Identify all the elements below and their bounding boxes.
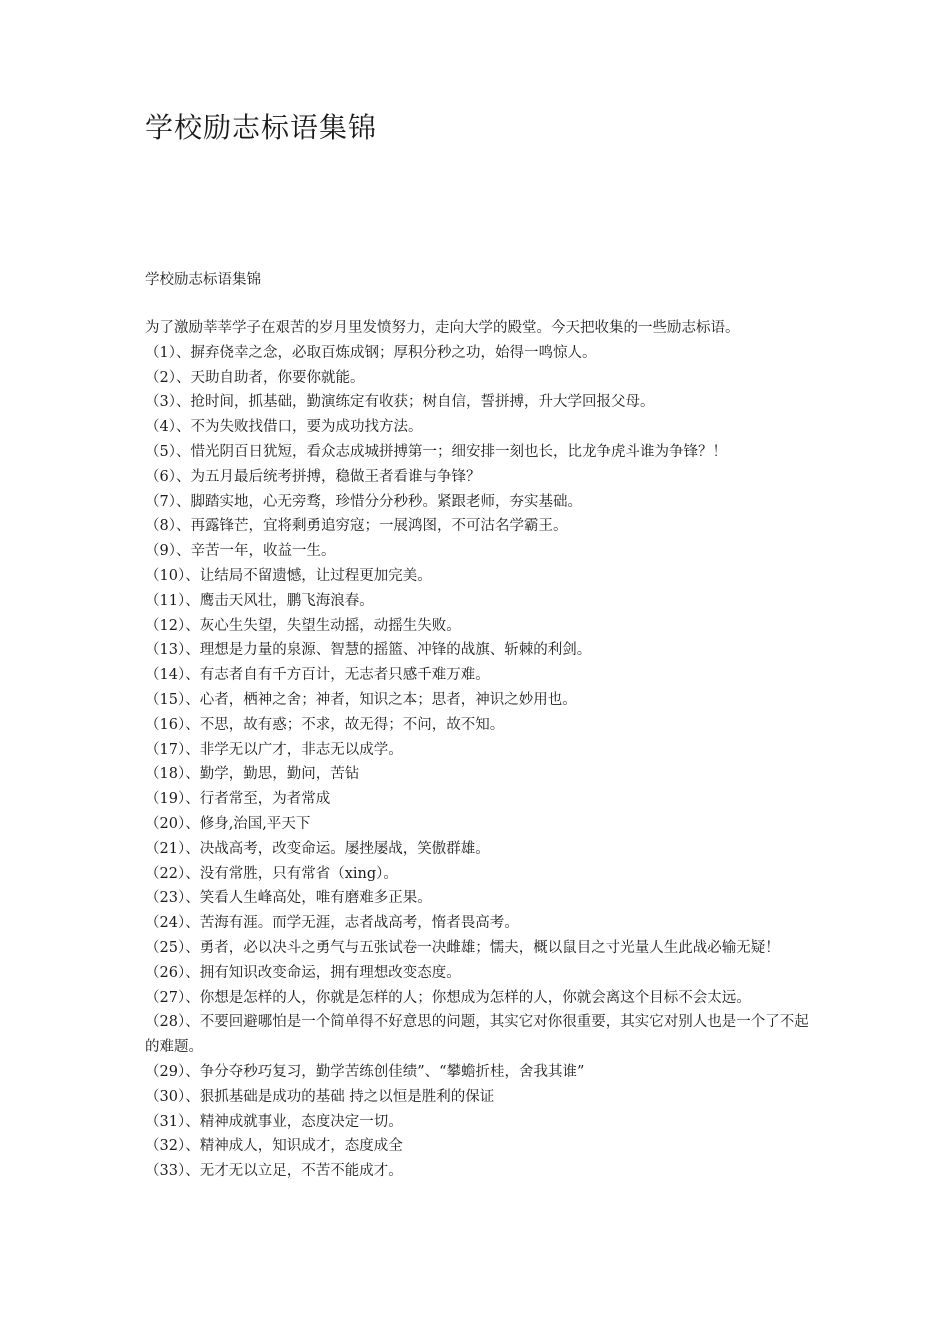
slogan-item: （10）、让结局不留遗憾，让过程更加完美。: [145, 567, 432, 584]
slogan-list: [145, 316, 810, 1184]
slogan-item: （4）、不为失败找借口，要为成功找方法。: [145, 419, 423, 436]
slogan-item: （26）、拥有知识改变命运，拥有理想改变态度。: [145, 964, 461, 981]
slogan-item: （24）、苦海有涯。而学无涯，志者战高考，惰者畏高考。: [145, 915, 519, 932]
slogan-item: （2）、天助自助者，你要你就能。: [145, 369, 365, 386]
slogan-item: （9）、辛苦一年，收益一生。: [145, 543, 336, 560]
slogan-item: （33）、无才无以立足，不苦不能成才。: [145, 1163, 403, 1180]
slogan-item: （23）、笑看人生峰高处，唯有磨难多正果。: [145, 890, 432, 907]
slogan-item: （16）、不思，故有惑；不求，故无得；不问，故不知。: [145, 716, 505, 733]
slogan-item: （13）、理想是力量的泉源、智慧的摇篮、冲锋的战旗、斩棘的利剑。: [145, 642, 592, 659]
slogan-item: （18）、勤学，勤思，勤问，苦钻: [145, 766, 360, 783]
slogan-item: （29）、争分夺秒巧复习，勤学苦练创佳绩”、“攀蟾折桂，舍我其谁”: [145, 1063, 585, 1080]
slogan-item: （7）、脚踏实地，心无旁骛，珍惜分分秒秒。紧跟老师，夯实基础。: [145, 493, 582, 510]
slogan-item: （17）、非学无以广才，非志无以成学。: [145, 741, 403, 758]
slogan-item: （21）、决战高考，改变命运。屡挫屡战，笑傲群雄。: [145, 840, 490, 857]
slogan-item: （32）、精神成人，知识成才，态度成全: [145, 1138, 403, 1155]
slogan-item: （1）、摒弃侥幸之念，必取百炼成钢；厚积分秒之功，始得一鸣惊人。: [145, 344, 597, 361]
slogan-item: （22）、没有常胜，只有常省（xing）。: [145, 865, 398, 882]
slogan-item: （11）、鹰击天风壮，鹏飞海浪春。: [145, 592, 374, 609]
slogan-item: （27）、你想是怎样的人，你就是怎样的人；你想成为怎样的人，你就会离这个目标不会太远。: [145, 989, 751, 1006]
slogan-item: （20）、修身,治国,平天下: [145, 815, 311, 832]
slogan-item: （19）、行者常至，为者常成: [145, 791, 331, 808]
document-title: 学校励志标语集锦: [145, 111, 378, 144]
slogan-item: （30）、狠抓基础是成功的基础 持之以恒是胜利的保证: [145, 1088, 495, 1105]
intro-paragraph: 为了激励莘莘学子在艰苦的岁月里发愤努力，走向大学的殿堂。今天把收集的一些励志标语。: [145, 320, 740, 336]
slogan-item: （15）、心者，栖神之舍；神者，知识之本；思者，神识之妙用也。: [145, 691, 577, 708]
slogan-item: （3）、抢时间，抓基础，勤演练定有收获；树自信，誓拼搏，升大学回报父母。: [145, 394, 655, 411]
slogan-item: （31）、精神成就事业，态度决定一切。: [145, 1113, 403, 1130]
slogan-item: （14）、有志者自有千方百计，无志者只感千难万难。: [145, 667, 490, 684]
slogan-item: （8）、再露锋芒，宜将剩勇追穷寇；一展鸿图，不可沽名学霸王。: [145, 518, 568, 535]
slogan-item: （25）、勇者，必以决斗之勇气与五张试卷一决雌雄；懦夫，概以鼠目之寸光量人生此战必输无疑！: [145, 939, 780, 956]
section-title: 学校励志标语集锦: [145, 272, 261, 288]
slogan-item: （12）、灰心生失望，失望生动摇，动摇生失败。: [145, 617, 461, 634]
slogan-item: （28）、不要回避哪怕是一个简单得不好意思的问题，其实它对你很重要，其实它对别人也是一个了不起的难题。: [145, 1014, 809, 1056]
slogan-item: （5）、惜光阴百日犹短，看众志成城拼搏第一；细安排一刻也长，比龙争虎斗谁为争锋？！: [145, 443, 727, 460]
slogan-item: （6）、为五月最后统考拼搏，稳做王者看谁与争锋？: [145, 468, 481, 485]
